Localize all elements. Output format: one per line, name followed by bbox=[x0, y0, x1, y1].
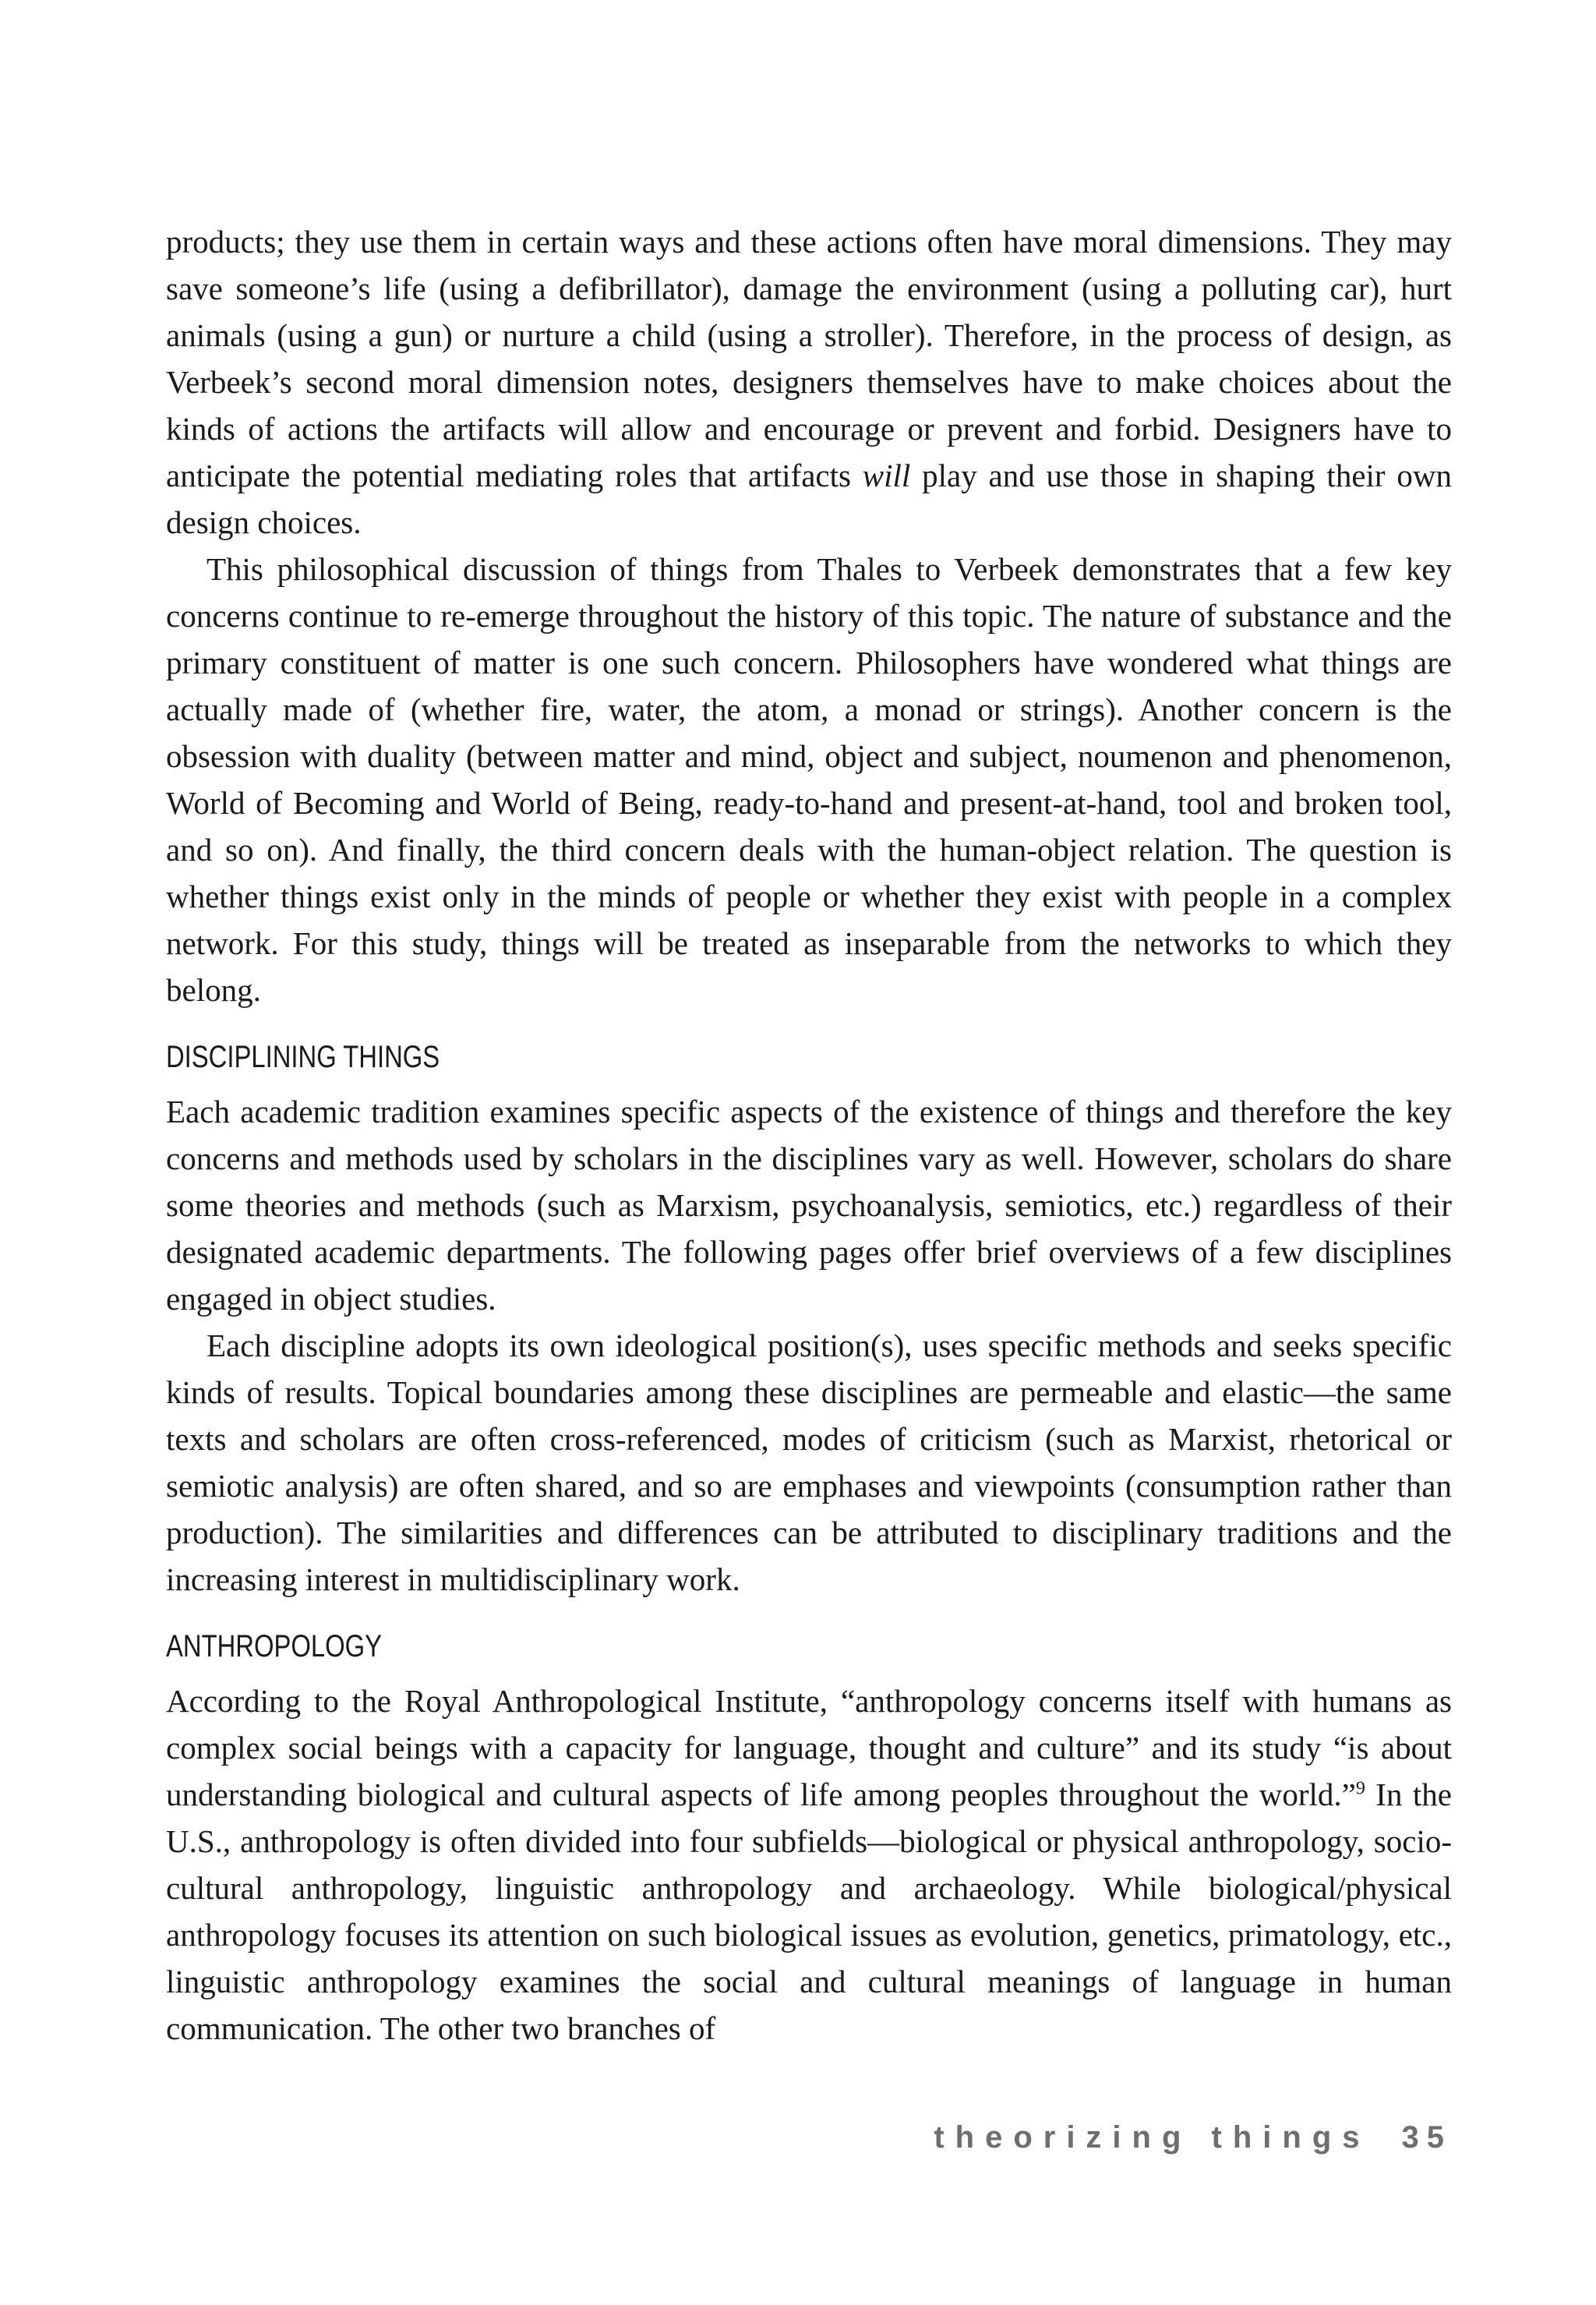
paragraph-1-text-end: play and use those in shaping their own design choices. bbox=[166, 458, 1452, 540]
paragraph-1 bbox=[166, 218, 1452, 546]
page-body bbox=[166, 218, 1452, 2052]
paragraph-5-text: According to the Royal Anthropological Institute, “anthropology concerns itself with humans as complex social beings with a capacity for language, thought and culture” and its study “is about understanding biological and cultural aspects of life among peoples throughout the world.” bbox=[166, 1683, 1452, 1812]
section-heading-anthropology: ANTHROPOLOGY bbox=[166, 1629, 383, 1663]
paragraph-5-text-end: In the U.S., anthropology is often divided into four subfields—biological or physical anthropology, socio-cultural anthropology, linguistic anthropology and archaeology. While biological/physical anthropology focuses its attention on such biological issues as evolution, genetics, primatology, etc., linguistic anthropology examines the social and cultural meanings of language in human communication. The other two branches of bbox=[166, 1776, 1452, 2046]
running-title: theorizing things bbox=[934, 2120, 1371, 2155]
paragraph-3: Each academic tradition examines specific aspects of the existence of things and therefore the key concerns and methods used by scholars in the disciplines vary as well. However, scholars do share some theories and methods (such as Marxism, psychoanalysis, semiotics, etc.) regardless of their designated academic departments. The following pages offer brief overviews of a few disciplines engaged in object studies. bbox=[166, 1094, 1452, 1317]
paragraph-5 bbox=[166, 1677, 1452, 2052]
paragraph-4: Each discipline adopts its own ideological position(s), uses specific methods and seeks specific kinds of results. Topical boundaries among these disciplines are permeable and elastic—the same texts and scholars are often cross-referenced, modes of criticism (such as Marxist, rhetorical or semiotic analysis) are often shared, and so are emphases and viewpoints (consumption rather than production). The similarities and differences can be attributed to disciplinary traditions and the increasing interest in multidisciplinary work. bbox=[166, 1327, 1452, 1597]
page-footer bbox=[934, 2120, 1452, 2155]
page-number: 35 bbox=[1401, 2120, 1452, 2155]
paragraph-2: This philosophical discussion of things from Thales to Verbeek demonstrates that a few key concerns continue to re-emerge throughout the history of this topic. The nature of substance and the primary constituent of matter is one such concern. Philosophers have wondered what things are actually made of (whether fire, water, the atom, a monad or strings). Another concern is the obsession with duality (between matter and mind, object and subject, noumenon and phenomenon, World of Becoming and World of Being, ready-to-hand and present-at-hand, tool and broken tool, and so on). And finally, the third concern deals with the human-object relation. The question is whether things exist only in the minds of people or whether they exist with people in a complex network. For this study, things will be treated as inseparable from the networks to which they belong. bbox=[166, 551, 1452, 1008]
footnote-reference: 9 bbox=[1355, 1778, 1365, 1799]
paragraph-1-italic: will bbox=[862, 458, 911, 493]
paragraph-1-text: products; they use them in certain ways and these actions often have moral dimensions. They may save someone’s life (using a defibrillator), damage the environment (using a polluting car), hurt animals (using a gun) or nurture a child (using a stroller). Therefore, in the process of design, as Verbeek’s second moral dimension notes, designers themselves have to make choices about the kinds of actions the artifacts will allow and encourage or prevent and forbid. Designers have to anticipate the potential mediating roles that artifacts bbox=[166, 224, 1452, 493]
section-heading-disciplining-things: DISCIPLINING THINGS bbox=[166, 1040, 440, 1074]
